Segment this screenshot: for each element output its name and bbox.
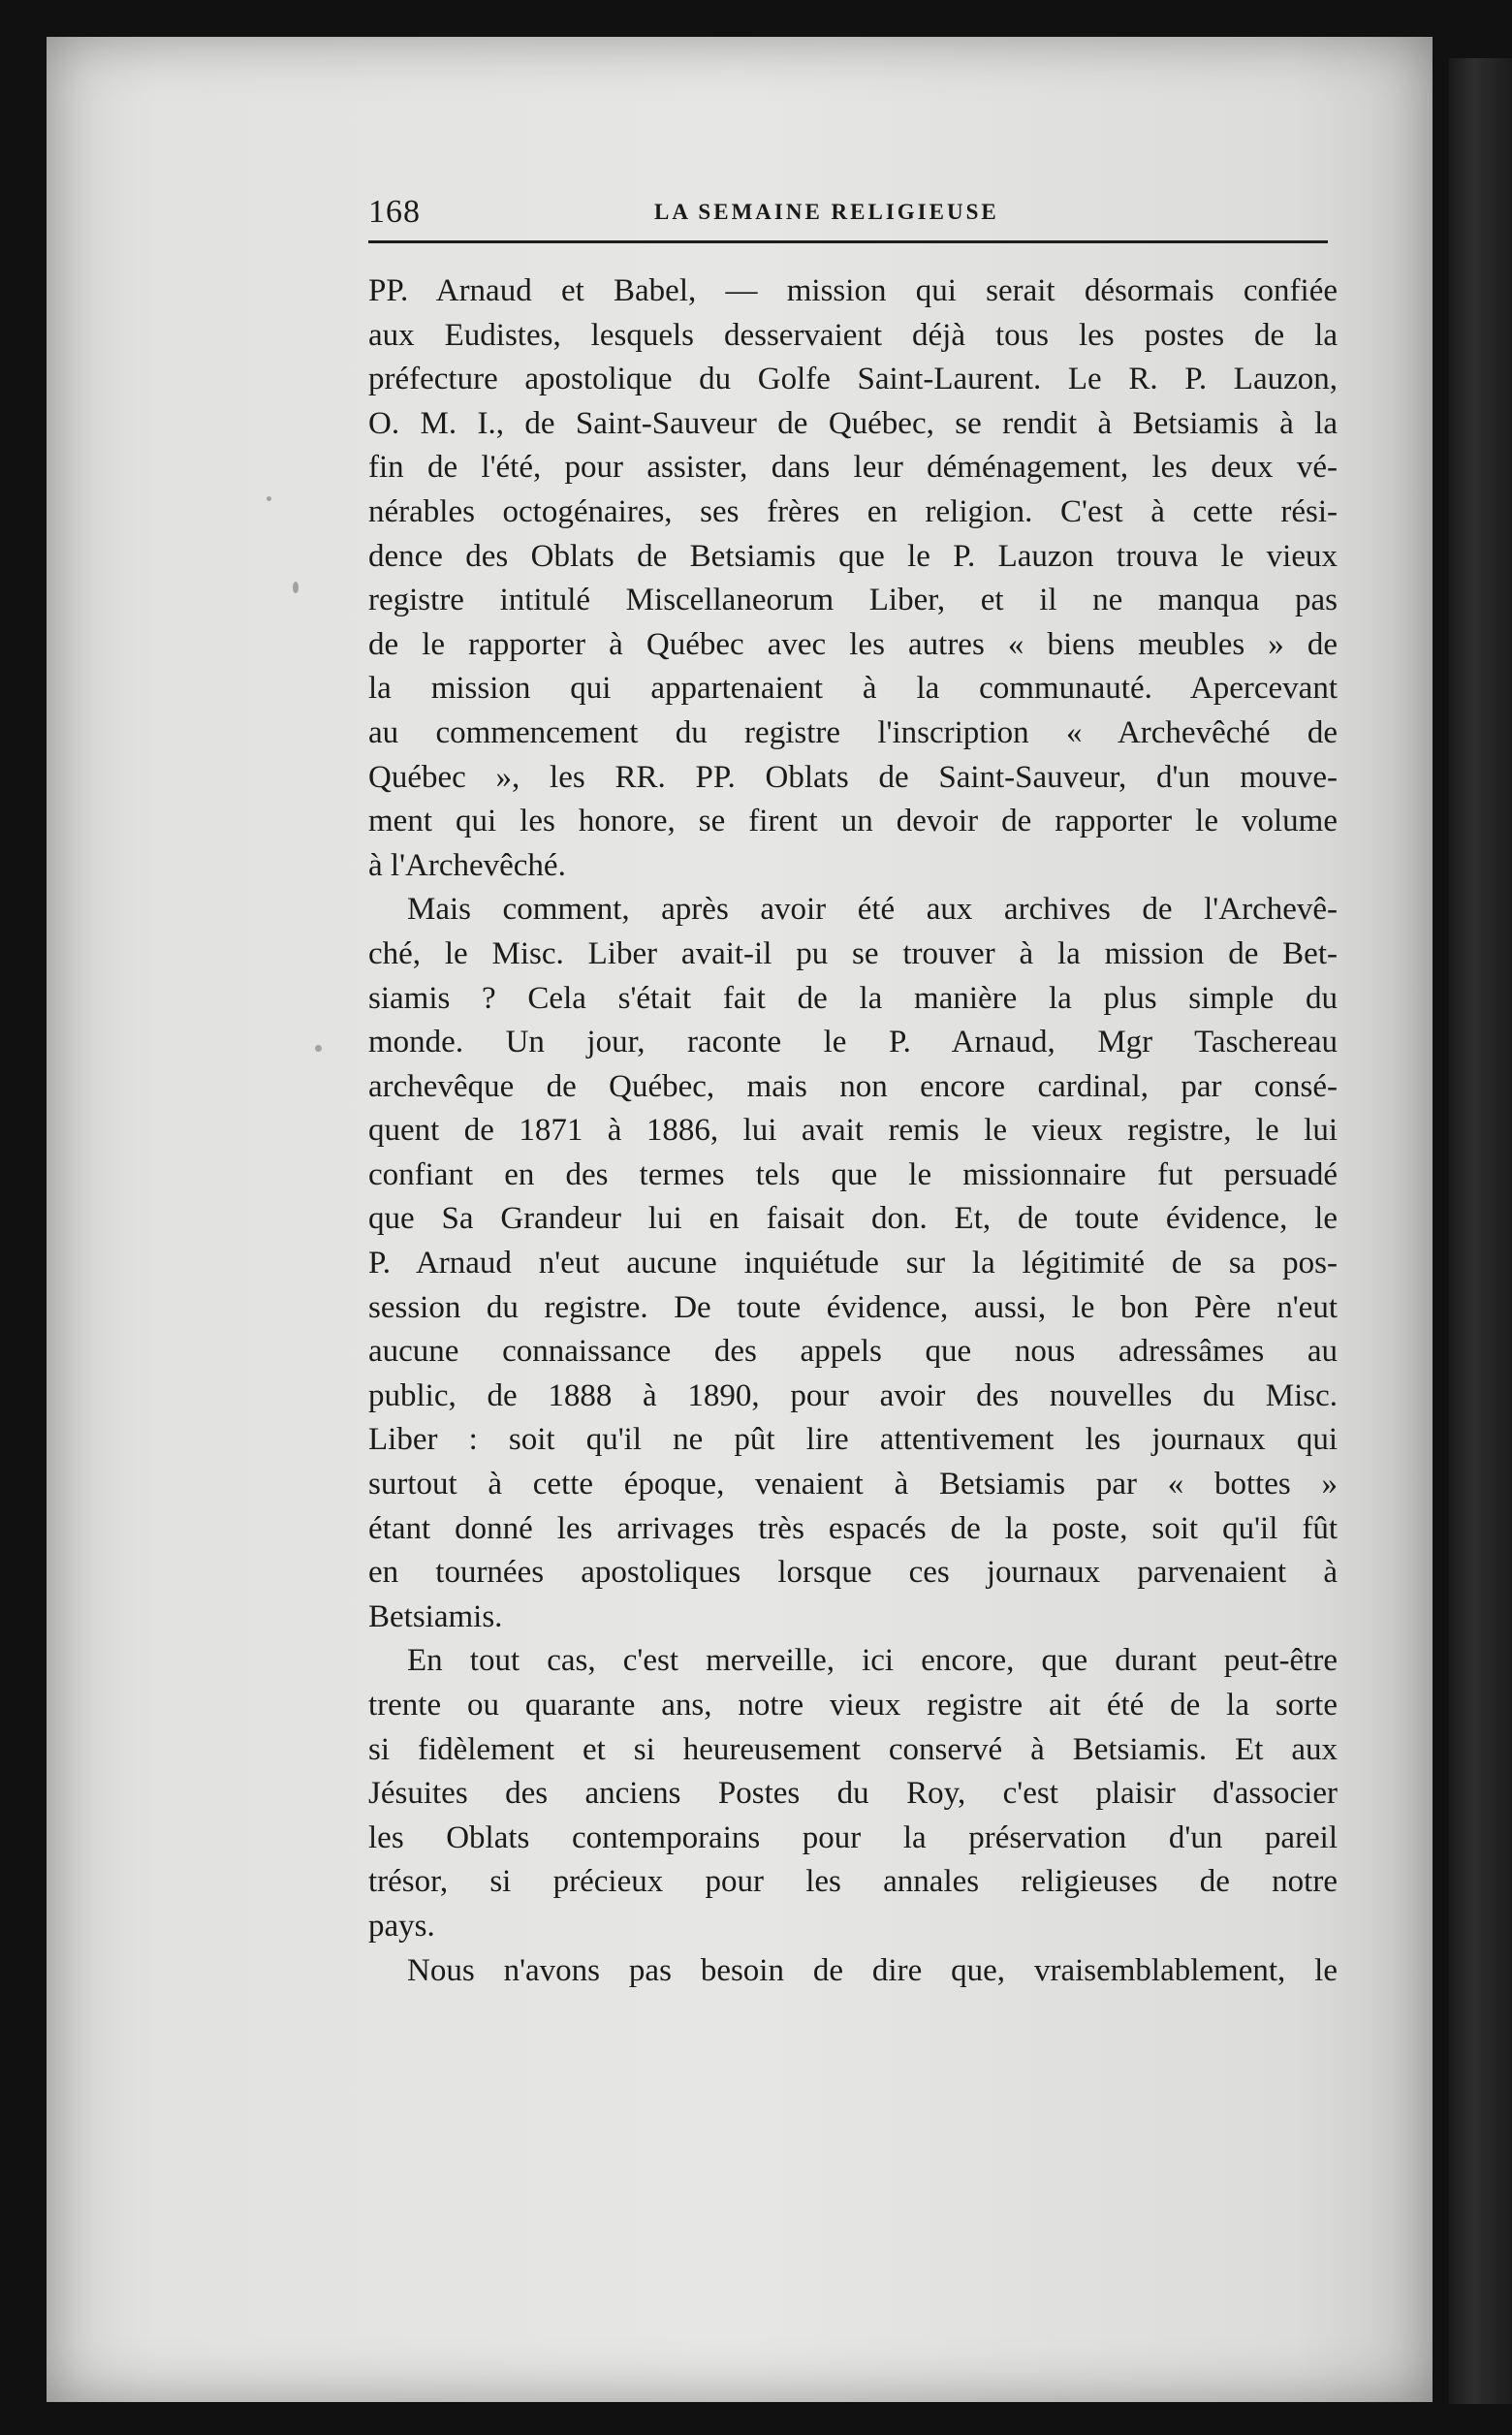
text-line: P. Arnaud n'eut aucune inquiétude sur la légitimité de sa pos- [368, 1246, 1338, 1281]
text-line: de le rapporter à Québec avec les autres « biens meubles » de [368, 626, 1338, 662]
text-line: nérables octogénaires, ses frères en religion. C'est à cette rési- [368, 493, 1338, 529]
running-head: LA SEMAINE RELIGIEUSE [654, 200, 999, 224]
text-line: archevêque de Québec, mais non encore cardinal, par consé- [368, 1068, 1338, 1104]
text-line: Betsiamis. [368, 1598, 503, 1634]
text-line: session du registre. De toute évidence, aussi, le bon Père n'eut [368, 1289, 1338, 1325]
text-line: quent de 1871 à 1886, lui avait remis le vieux registre, le lui [368, 1113, 1338, 1149]
text-line: public, de 1888 à 1890, pour avoir des nouvelles du Misc. [368, 1377, 1338, 1413]
text-line: si fidèlement et si heureusement conservé à Betsiamis. Et aux [368, 1731, 1338, 1767]
text-line: pays. [368, 1908, 435, 1944]
text-line: siamis ? Cela s'était fait de la manière la plus simple du [368, 980, 1338, 1016]
text-line: aucune connaissance des appels que nous adressâmes au [368, 1334, 1338, 1370]
text-line: Liber : soit qu'il ne pût lire attentivement les journaux qui [368, 1422, 1338, 1458]
text-line: fin de l'été, pour assister, dans leur déménagement, les deux vé- [368, 450, 1338, 486]
text-line: Nous n'avons pas besoin de dire que, vraisemblablement, le [407, 1952, 1338, 1988]
page-number: 168 [368, 194, 421, 230]
adjacent-page-edge [1449, 58, 1512, 2404]
text-line: monde. Un jour, raconte le P. Arnaud, Mgr Taschereau [368, 1025, 1338, 1060]
text-line: Mais comment, après avoir été aux archives de l'Archevê- [407, 892, 1338, 928]
text-line: trésor, si précieux pour les annales religieuses de notre [368, 1864, 1338, 1900]
ink-speck [315, 1045, 322, 1052]
text-line: surtout à cette époque, venaient à Betsiamis par « bottes » [368, 1467, 1338, 1502]
text-line: à l'Archevêché. [368, 847, 566, 883]
text-line: ment qui les honore, se firent un devoir de rapporter le volume [368, 804, 1338, 839]
text-line: au commencement du registre l'inscription « Archevêché de [368, 714, 1338, 750]
body-text [368, 269, 1338, 1993]
text-line: les Oblats contemporains pour la préservation d'un pareil [368, 1819, 1338, 1855]
text-line: ché, le Misc. Liber avait-il pu se trouver à la mission de Bet- [368, 935, 1338, 971]
text-line: trente ou quarante ans, notre vieux registre ait été de la sorte [368, 1688, 1338, 1723]
ink-speck [267, 496, 271, 501]
text-line: la mission qui appartenaient à la communauté. Apercevant [368, 671, 1338, 707]
ink-speck [293, 582, 299, 593]
text-line: confiant en des termes tels que le missionnaire fut persuadé [368, 1156, 1338, 1192]
text-line: aux Eudistes, lesquels desservaient déjà tous les postes de la [368, 317, 1338, 353]
text-line: en tournées apostoliques lorsque ces journaux parvenaient à [368, 1555, 1338, 1591]
page-header [368, 194, 1328, 242]
text-line: registre intitulé Miscellaneorum Liber, et il ne manqua pas [368, 583, 1338, 618]
text-line: dence des Oblats de Betsiamis que le P. Lauzon trouva le vieux [368, 538, 1338, 574]
text-line: étant donné les arrivages très espacés de la poste, soit qu'il fût [368, 1510, 1338, 1546]
text-line: PP. Arnaud et Babel, — mission qui serait désormais confiée [368, 273, 1338, 308]
text-line: Québec », les RR. PP. Oblats de Saint-Sauveur, d'un mouve- [368, 759, 1338, 795]
text-line: O. M. I., de Saint-Sauveur de Québec, se rendit à Betsiamis à la [368, 405, 1338, 441]
header-rule [368, 240, 1328, 243]
text-line: En tout cas, c'est merveille, ici encore, que durant peut-être [407, 1643, 1338, 1679]
text-line: Jésuites des anciens Postes du Roy, c'est plaisir d'associer [368, 1776, 1338, 1812]
text-line: préfecture apostolique du Golfe Saint-Laurent. Le R. P. Lauzon, [368, 362, 1338, 397]
text-line: que Sa Grandeur lui en faisait don. Et, de toute évidence, le [368, 1201, 1338, 1237]
